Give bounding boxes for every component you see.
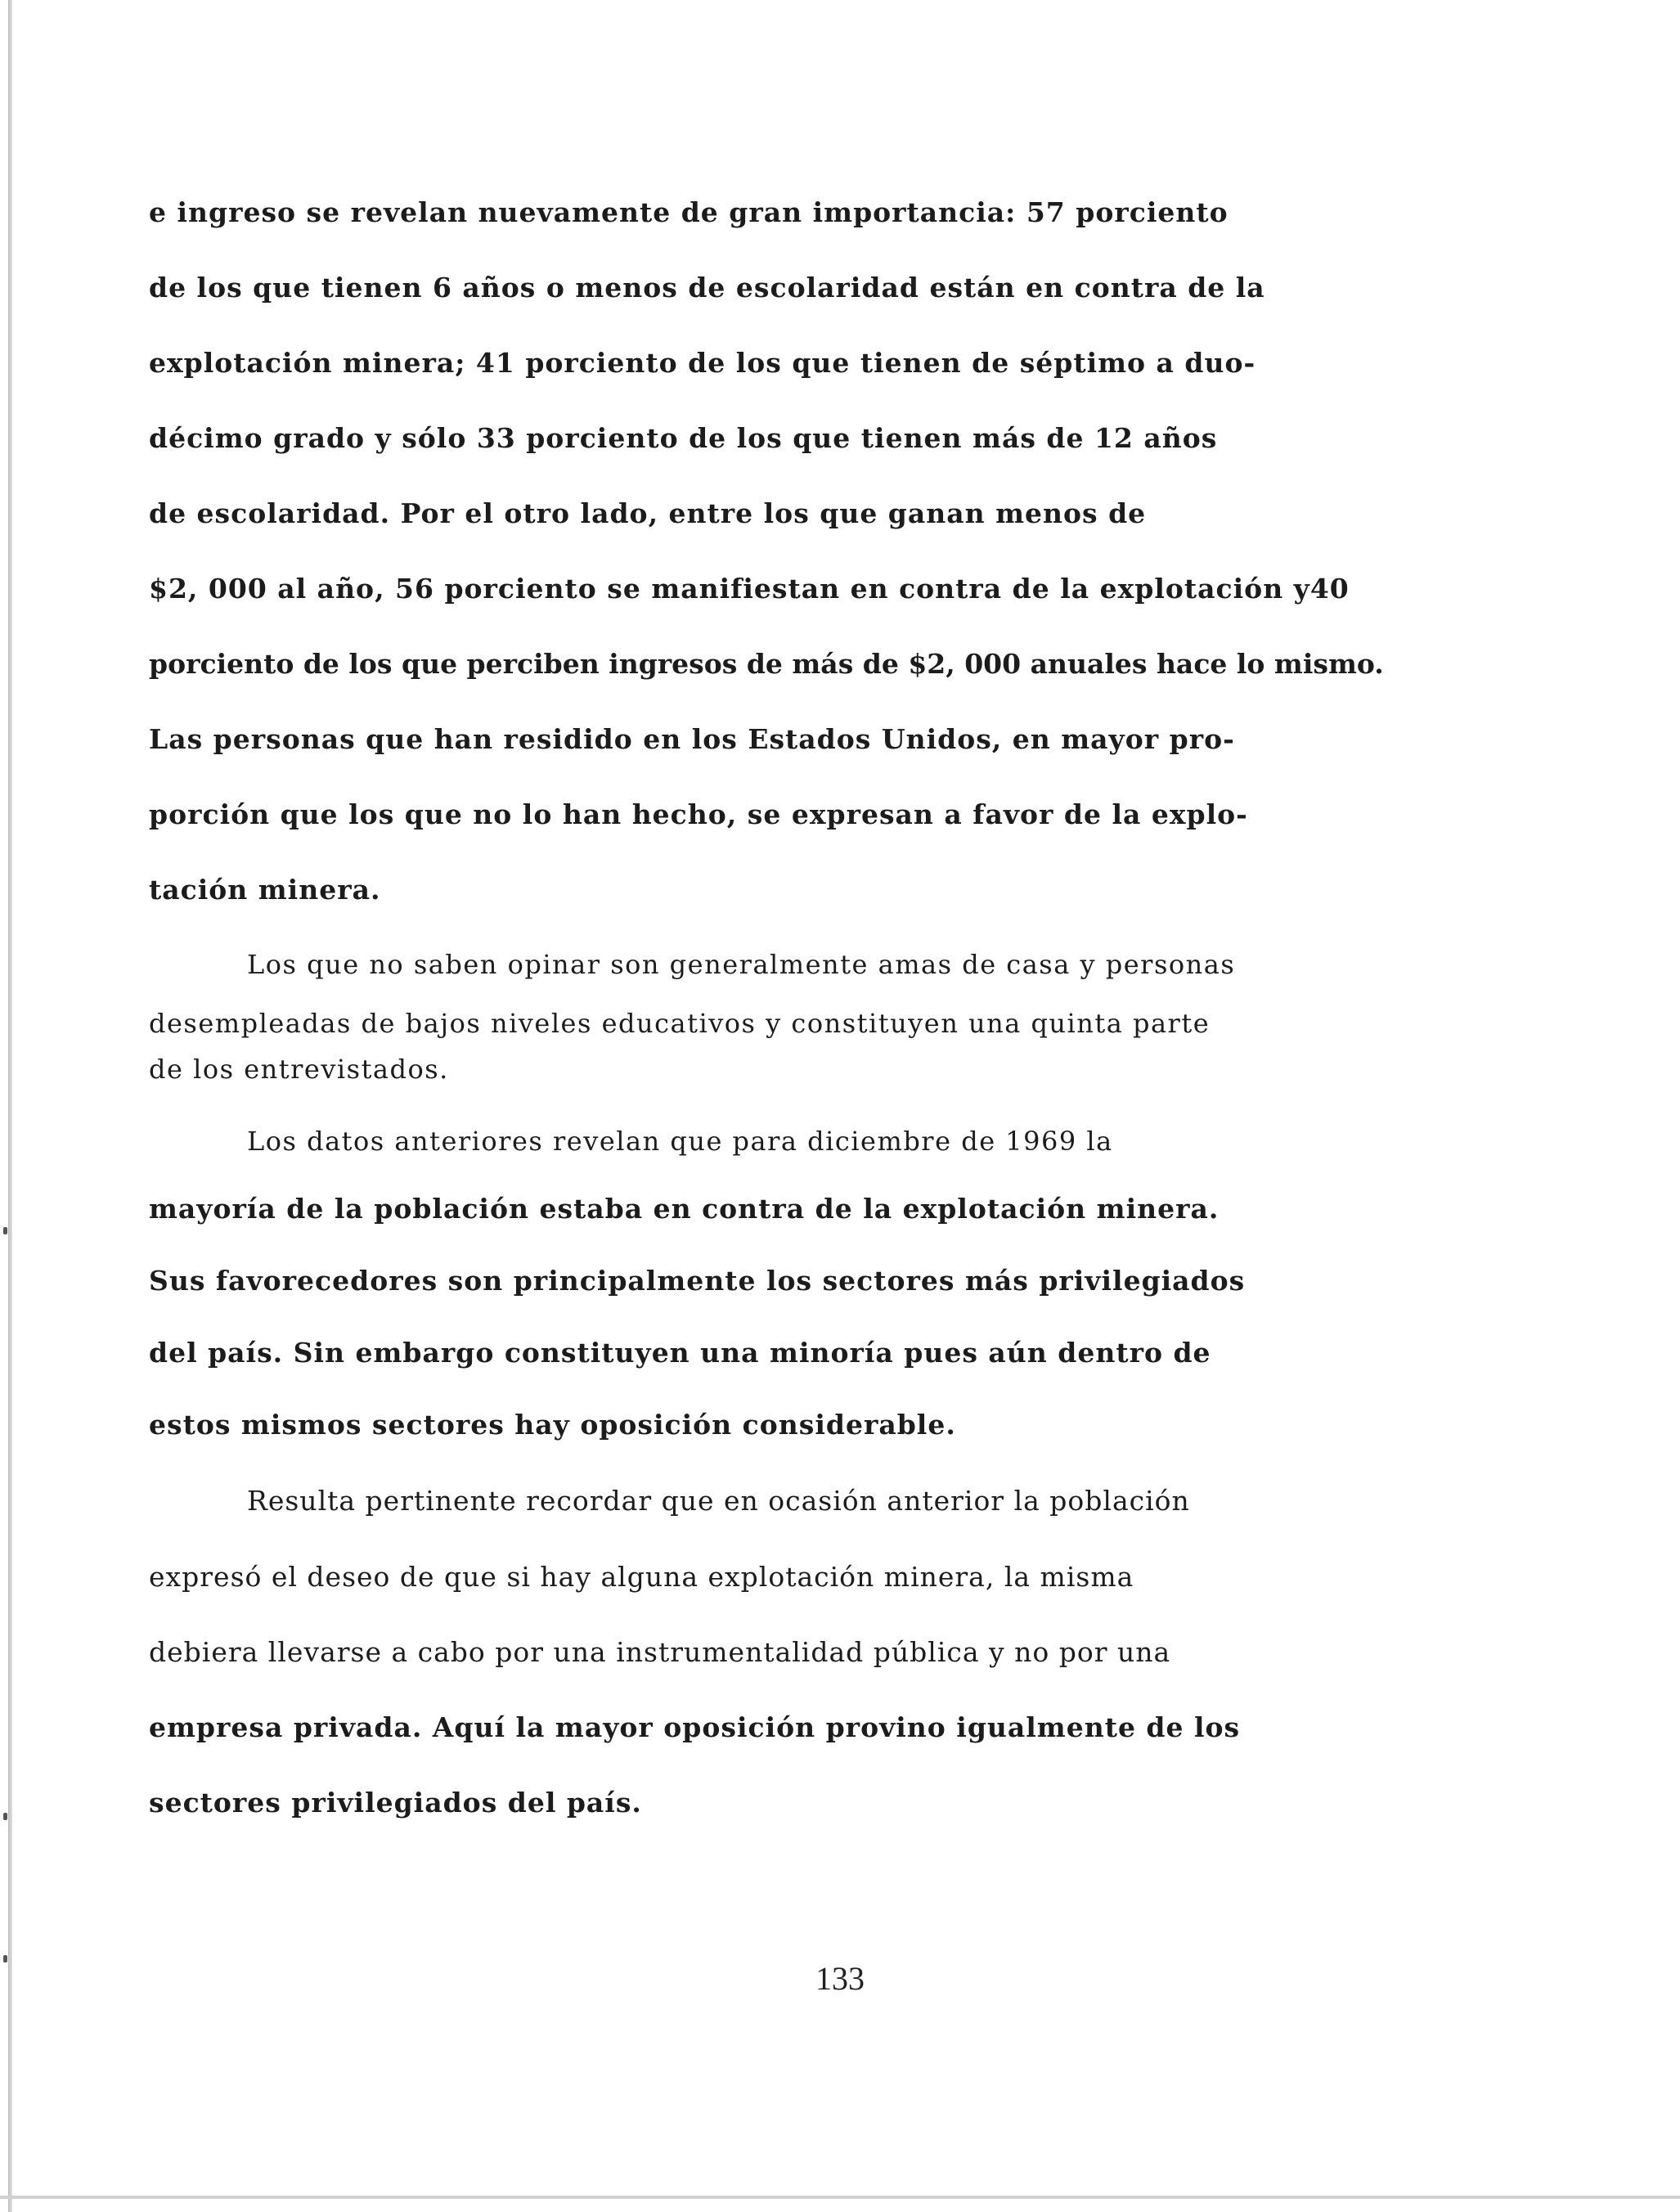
text-line: sectores privilegiados del país. [149, 1787, 642, 1819]
text-line: de escolaridad. Por el otro lado, entre los que ganan menos de [149, 497, 1147, 529]
text-line: porción que los que no lo han hecho, se expresan a favor de la explo- [149, 798, 1248, 830]
scan-edge-left [8, 0, 12, 2212]
text-line: explotación minera; 41 porciento de los que tienen de séptimo a duo- [149, 347, 1256, 379]
scan-edge-bottom [0, 2196, 1680, 2199]
page-number: 133 [815, 1960, 865, 1997]
text-line: Resulta pertinente recordar que en ocasión anterior la población [247, 1485, 1190, 1517]
text-line: Sus favorecedores son principalmente los sectores más privilegiados [149, 1265, 1246, 1297]
text-line: décimo grado y sólo 33 porciento de los que tienen más de 12 años [149, 422, 1218, 454]
text-line: expresó el deseo de que si hay alguna explotación minera, la misma [149, 1561, 1134, 1593]
scan-speck [3, 1227, 7, 1234]
text-line: Las personas que han residido en los Estados Unidos, en mayor pro- [149, 723, 1235, 755]
text-line: del país. Sin embargo constituyen una minoría pues aún dentro de [149, 1337, 1211, 1369]
text-line: Los datos anteriores revelan que para diciembre de 1969 la [247, 1126, 1113, 1157]
text-line: tación minera. [149, 874, 381, 906]
text-line: $2, 000 al año, 56 porciento se manifiestan en contra de la explotación y40 [149, 573, 1350, 605]
text-line: porciento de los que perciben ingresos de más de $2, 000 anuales hace lo mismo. [149, 648, 1384, 680]
text-line: de los que tienen 6 años o menos de escolaridad están en contra de la [149, 272, 1265, 303]
text-line: mayoría de la población estaba en contra de la explotación minera. [149, 1193, 1220, 1225]
text-line: estos mismos sectores hay oposición considerable. [149, 1409, 956, 1441]
text-line: e ingreso se revelan nuevamente de gran importancia: 57 porciento [149, 196, 1229, 228]
text-line: de los entrevistados. [149, 1054, 449, 1085]
text-line: empresa privada. Aquí la mayor oposición provino igualmente de los [149, 1711, 1241, 1743]
scan-speck [3, 1813, 7, 1820]
text-line: debiera llevarse a cabo por una instrumentalidad pública y no por una [149, 1636, 1171, 1668]
text-line: Los que no saben opinar son generalmente amas de casa y personas [247, 949, 1236, 980]
text-line: desempleadas de bajos niveles educativos y constituyen una quinta parte [149, 1008, 1211, 1039]
